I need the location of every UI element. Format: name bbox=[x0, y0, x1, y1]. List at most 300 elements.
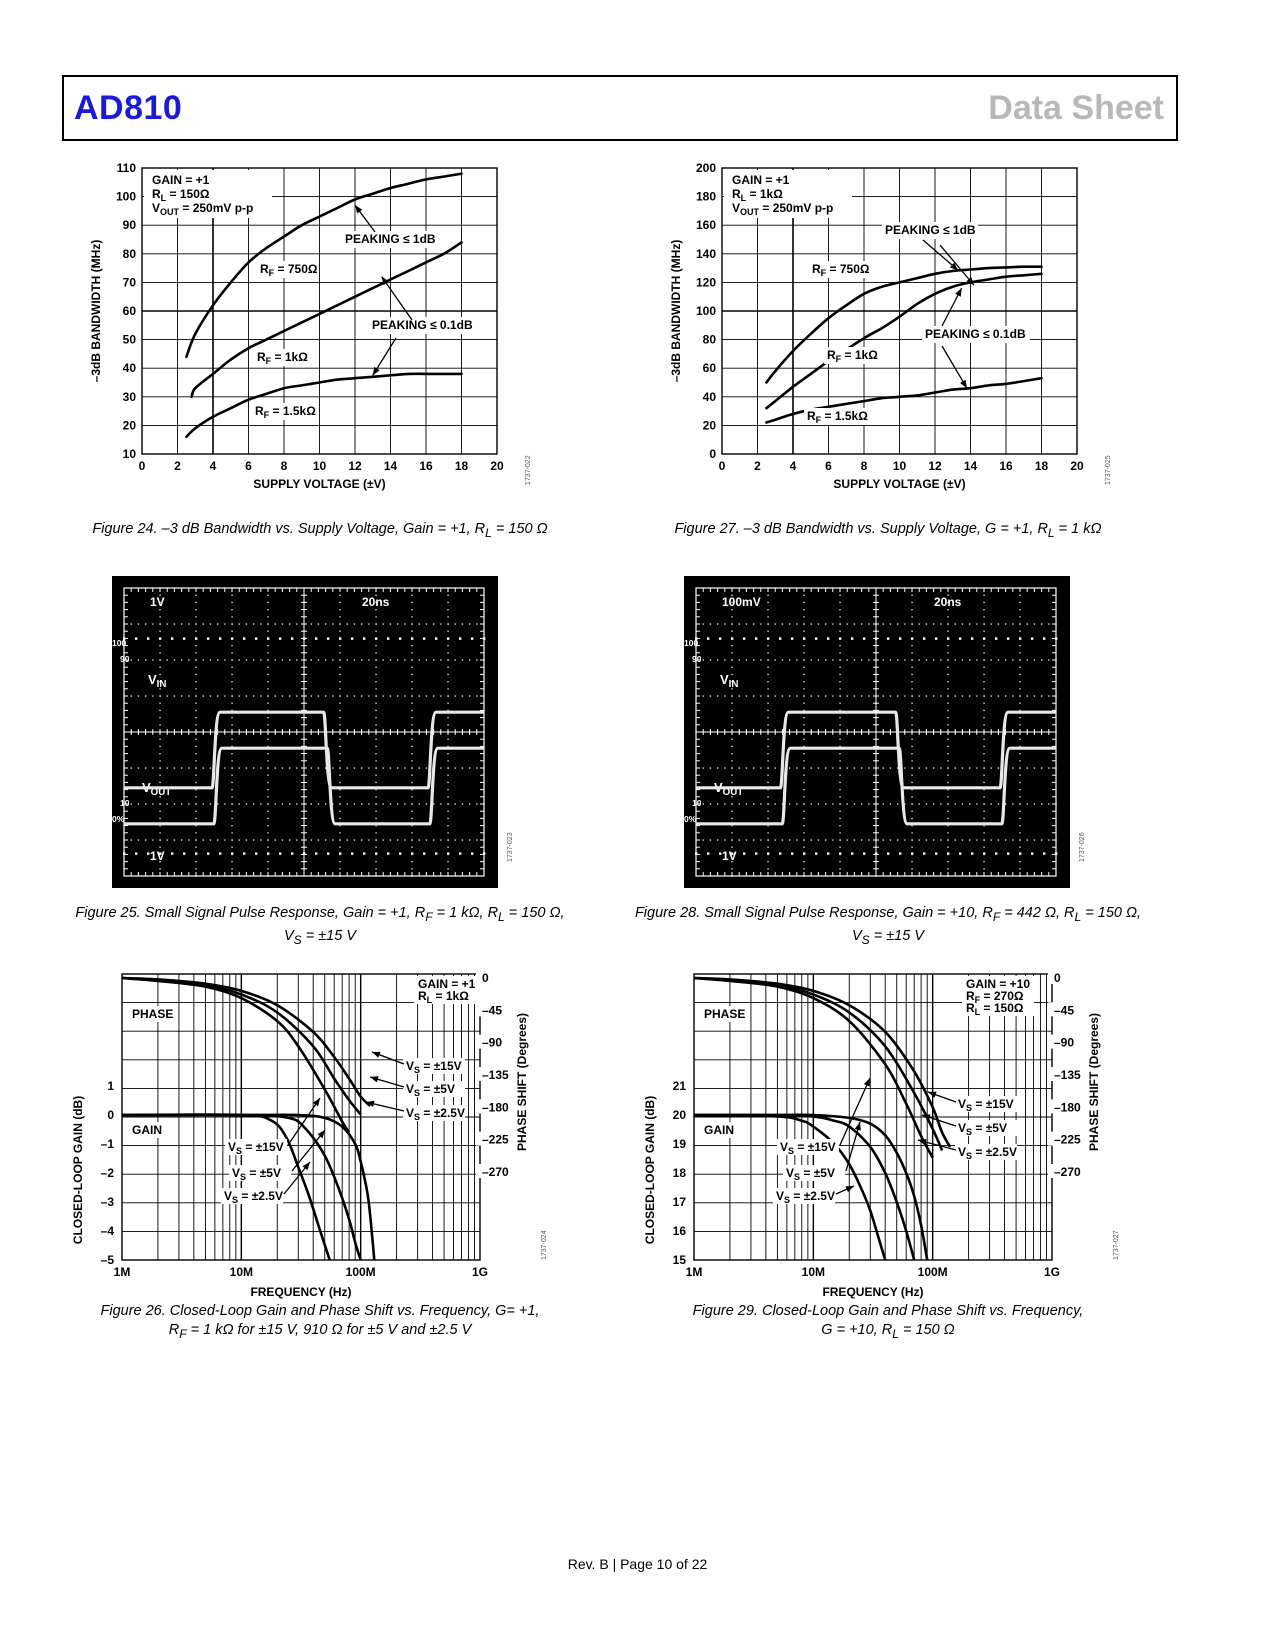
graticule-dot bbox=[1012, 623, 1013, 624]
graticule-dot bbox=[447, 652, 448, 653]
graticule-dot bbox=[375, 775, 376, 776]
graticule-dot bbox=[447, 724, 448, 725]
graticule-dot bbox=[839, 703, 840, 704]
graticule-dot bbox=[746, 695, 747, 696]
graticule-dot bbox=[159, 753, 160, 754]
graticule-dot bbox=[911, 782, 912, 783]
graticule-dot bbox=[383, 623, 384, 624]
graticule-dot bbox=[375, 681, 376, 682]
graticule-dot bbox=[267, 825, 268, 826]
reference-dot bbox=[363, 637, 365, 639]
graticule-dot bbox=[839, 717, 840, 718]
graticule-dot bbox=[339, 703, 340, 704]
reference-dot bbox=[731, 637, 733, 639]
graticule-dot bbox=[411, 667, 412, 668]
graticule-dot bbox=[789, 659, 790, 660]
graticule-dot bbox=[447, 825, 448, 826]
graticule-dot bbox=[839, 739, 840, 740]
x-tick-label: 14 bbox=[963, 459, 978, 473]
graticule-dot bbox=[159, 803, 160, 804]
reference-dot bbox=[755, 637, 757, 639]
phase-vs-label: $V_S = \pm 2.5V$ bbox=[958, 1145, 1017, 1161]
graticule-dot bbox=[847, 767, 848, 768]
graticule-dot bbox=[767, 674, 768, 675]
y-tick-label: 20 bbox=[702, 418, 716, 433]
figure-code: 1737-022 bbox=[525, 455, 532, 485]
graticule-dot bbox=[339, 623, 340, 624]
graticule-dot bbox=[731, 659, 732, 660]
graticule-dot bbox=[231, 789, 232, 790]
graticule-dot bbox=[839, 760, 840, 761]
graticule-dot bbox=[832, 695, 833, 696]
graticule-dot bbox=[897, 839, 898, 840]
graticule-dot bbox=[231, 602, 232, 603]
y-tick-label: 160 bbox=[695, 218, 716, 233]
graticule-dot bbox=[1005, 695, 1006, 696]
graticule-dot bbox=[231, 861, 232, 862]
graticule-dot bbox=[447, 631, 448, 632]
graticule-dot bbox=[195, 839, 196, 840]
figure-25-caption: Figure 25. Small Signal Pulse Response, Gain = +1, $R_F = 1$ kΩ, $R_L = 150$ Ω, $V_S = \pm 15$ V bbox=[75, 905, 565, 947]
graticule-dot bbox=[231, 803, 232, 804]
graticule-dot bbox=[159, 767, 160, 768]
graticule-dot bbox=[267, 739, 268, 740]
marker-90: 90 bbox=[692, 654, 702, 664]
graticule-dot bbox=[159, 717, 160, 718]
graticule-dot bbox=[919, 659, 920, 660]
graticule-dot bbox=[767, 703, 768, 704]
graticule-dot bbox=[397, 767, 398, 768]
graticule-dot bbox=[188, 767, 189, 768]
x-tick-label: 20 bbox=[1070, 459, 1084, 473]
graticule-dot bbox=[231, 652, 232, 653]
graticule-dot bbox=[983, 688, 984, 689]
graticule-dot bbox=[947, 645, 948, 646]
gain-vs-label: $V_S = \pm 5V$ bbox=[232, 1166, 281, 1182]
condition-gain: GAIN = +1 bbox=[418, 977, 476, 991]
graticule-dot bbox=[731, 832, 732, 833]
graticule-dot bbox=[1027, 767, 1028, 768]
graticule-dot bbox=[152, 659, 153, 660]
graticule-dot bbox=[375, 847, 376, 848]
graticule-dot bbox=[397, 839, 398, 840]
series-label-rf15k: $R_F = 1.5k\Omega$ bbox=[255, 404, 316, 420]
graticule-dot bbox=[933, 803, 934, 804]
graticule-dot bbox=[411, 616, 412, 617]
graticule-dot bbox=[983, 645, 984, 646]
reference-dot bbox=[459, 852, 461, 854]
graticule-dot bbox=[181, 767, 182, 768]
reference-dot bbox=[707, 852, 709, 854]
graticule-dot bbox=[159, 659, 160, 660]
graticule-dot bbox=[339, 710, 340, 711]
graticule-dot bbox=[976, 839, 977, 840]
graticule-dot bbox=[947, 767, 948, 768]
graticule-dot bbox=[159, 746, 160, 747]
series-label-rf750: $R_F = 750\Omega$ bbox=[812, 262, 870, 278]
x-tick-label: 0 bbox=[138, 459, 146, 473]
graticule-dot bbox=[159, 652, 160, 653]
graticule-dot bbox=[839, 724, 840, 725]
graticule-dot bbox=[195, 695, 196, 696]
graticule-dot bbox=[1019, 789, 1020, 790]
graticule-dot bbox=[159, 674, 160, 675]
graticule-dot bbox=[181, 803, 182, 804]
graticule-dot bbox=[731, 818, 732, 819]
graticule-dot bbox=[447, 789, 448, 790]
graticule-dot bbox=[847, 839, 848, 840]
graticule-dot bbox=[911, 710, 912, 711]
graticule-dot bbox=[983, 782, 984, 783]
graticule-dot bbox=[361, 659, 362, 660]
reference-dot bbox=[303, 637, 305, 639]
scope-vertical-scale: 100mV bbox=[722, 595, 761, 609]
graticule-dot bbox=[267, 847, 268, 848]
graticule-dot bbox=[1041, 695, 1042, 696]
graticule-dot bbox=[883, 803, 884, 804]
graticule-dot bbox=[339, 760, 340, 761]
graticule-dot bbox=[390, 839, 391, 840]
graticule-dot bbox=[803, 659, 804, 660]
graticule-dot bbox=[267, 659, 268, 660]
graticule-dot bbox=[947, 659, 948, 660]
phase-tick-label: –180 bbox=[1054, 1100, 1081, 1115]
graticule-dot bbox=[231, 631, 232, 632]
graticule-dot bbox=[419, 767, 420, 768]
graticule-dot bbox=[710, 623, 711, 624]
graticule-dot bbox=[275, 767, 276, 768]
gain-tick-label: 17 bbox=[672, 1195, 686, 1209]
graticule-dot bbox=[195, 861, 196, 862]
graticule-dot bbox=[131, 839, 132, 840]
graticule-dot bbox=[347, 803, 348, 804]
graticule-dot bbox=[159, 616, 160, 617]
figure-code: 1737-023 bbox=[507, 832, 514, 862]
graticule-dot bbox=[767, 631, 768, 632]
reference-dot bbox=[483, 852, 485, 854]
graticule-dot bbox=[947, 811, 948, 812]
graticule-dot bbox=[339, 595, 340, 596]
graticule-dot bbox=[1019, 861, 1020, 862]
graticule-dot bbox=[159, 695, 160, 696]
graticule-dot bbox=[138, 803, 139, 804]
graticule-dot bbox=[195, 803, 196, 804]
graticule-dot bbox=[818, 803, 819, 804]
graticule-dot bbox=[311, 659, 312, 660]
graticule-dot bbox=[811, 695, 812, 696]
reference-dot bbox=[947, 637, 949, 639]
phase-tick-label: –45 bbox=[1054, 1003, 1075, 1018]
graticule-dot bbox=[983, 710, 984, 711]
graticule-dot bbox=[411, 623, 412, 624]
graticule-dot bbox=[159, 847, 160, 848]
graticule-dot bbox=[224, 803, 225, 804]
graticule-dot bbox=[710, 767, 711, 768]
graticule-dot bbox=[231, 667, 232, 668]
x-tick-label: 2 bbox=[754, 459, 761, 473]
graticule-dot bbox=[839, 767, 840, 768]
graticule-dot bbox=[339, 645, 340, 646]
graticule-dot bbox=[447, 623, 448, 624]
graticule-dot bbox=[724, 767, 725, 768]
graticule-dot bbox=[803, 609, 804, 610]
graticule-dot bbox=[455, 623, 456, 624]
graticule-dot bbox=[983, 724, 984, 725]
graticule-dot bbox=[145, 839, 146, 840]
graticule-dot bbox=[419, 623, 420, 624]
graticule-dot bbox=[731, 839, 732, 840]
graticule-dot bbox=[731, 760, 732, 761]
graticule-dot bbox=[231, 760, 232, 761]
graticule-dot bbox=[789, 767, 790, 768]
graticule-dot bbox=[447, 803, 448, 804]
graticule-dot bbox=[447, 796, 448, 797]
graticule-dot bbox=[803, 739, 804, 740]
graticule-dot bbox=[767, 739, 768, 740]
graticule-dot bbox=[210, 767, 211, 768]
graticule-dot bbox=[911, 868, 912, 869]
graticule-dot bbox=[940, 803, 941, 804]
graticule-dot bbox=[195, 775, 196, 776]
graticule-dot bbox=[703, 659, 704, 660]
graticule-dot bbox=[231, 724, 232, 725]
graticule-dot bbox=[767, 623, 768, 624]
graticule-dot bbox=[447, 681, 448, 682]
graticule-dot bbox=[1048, 695, 1049, 696]
graticule-dot bbox=[375, 861, 376, 862]
graticule-dot bbox=[983, 861, 984, 862]
graticule-dot bbox=[1019, 796, 1020, 797]
reference-dot bbox=[911, 852, 913, 854]
graticule-dot bbox=[911, 811, 912, 812]
graticule-dot bbox=[375, 753, 376, 754]
x-tick-label: 16 bbox=[419, 459, 433, 473]
graticule-dot bbox=[767, 724, 768, 725]
graticule-dot bbox=[239, 659, 240, 660]
graticule-dot bbox=[368, 803, 369, 804]
graticule-dot bbox=[818, 659, 819, 660]
scope-channel2-scale: 1V bbox=[722, 849, 737, 863]
graticule-dot bbox=[296, 695, 297, 696]
graticule-dot bbox=[1019, 645, 1020, 646]
graticule-dot bbox=[803, 861, 804, 862]
graticule-dot bbox=[983, 746, 984, 747]
x-tick-label: 1G bbox=[471, 1265, 489, 1279]
graticule-dot bbox=[1048, 659, 1049, 660]
graticule-dot bbox=[847, 623, 848, 624]
graticule-dot bbox=[803, 868, 804, 869]
reference-dot bbox=[207, 852, 209, 854]
graticule-dot bbox=[231, 775, 232, 776]
figure-27-caption: Figure 27. –3 dB Bandwidth vs. Supply Voltage, G = +1, $R_L = 1$ kΩ bbox=[674, 521, 1102, 540]
graticule-dot bbox=[411, 803, 412, 804]
reference-dot bbox=[279, 637, 281, 639]
figure-24-caption: Figure 24. –3 dB Bandwidth vs. Supply Voltage, Gain = +1, $R_L = 150$ Ω bbox=[92, 521, 548, 540]
graticule-dot bbox=[419, 839, 420, 840]
graticule-dot bbox=[361, 767, 362, 768]
graticule-dot bbox=[311, 623, 312, 624]
graticule-dot bbox=[731, 717, 732, 718]
graticule-dot bbox=[375, 746, 376, 747]
graticule-dot bbox=[267, 703, 268, 704]
graticule-dot bbox=[767, 681, 768, 682]
graticule-dot bbox=[1005, 659, 1006, 660]
graticule-dot bbox=[152, 767, 153, 768]
reference-dot bbox=[375, 637, 377, 639]
graticule-dot bbox=[969, 803, 970, 804]
graticule-dot bbox=[839, 609, 840, 610]
reference-dot bbox=[803, 852, 805, 854]
graticule-dot bbox=[231, 811, 232, 812]
graticule-dot bbox=[411, 839, 412, 840]
graticule-dot bbox=[947, 674, 948, 675]
y-tick-label: 40 bbox=[702, 389, 716, 404]
graticule-dot bbox=[296, 623, 297, 624]
graticule-dot bbox=[440, 695, 441, 696]
graticule-dot bbox=[253, 695, 254, 696]
graticule-dot bbox=[267, 832, 268, 833]
graticule-dot bbox=[138, 695, 139, 696]
graticule-dot bbox=[339, 767, 340, 768]
condition-gain: GAIN = +1 bbox=[732, 173, 790, 187]
graticule-dot bbox=[397, 659, 398, 660]
graticule-dot bbox=[411, 832, 412, 833]
reference-dot bbox=[1055, 852, 1057, 854]
graticule-dot bbox=[447, 645, 448, 646]
graticule-dot bbox=[375, 659, 376, 660]
graticule-dot bbox=[361, 803, 362, 804]
graticule-dot bbox=[246, 623, 247, 624]
graticule-dot bbox=[131, 623, 132, 624]
y-tick-label: 200 bbox=[695, 161, 716, 175]
graticule-dot bbox=[339, 847, 340, 848]
graticule-dot bbox=[217, 623, 218, 624]
graticule-dot bbox=[767, 645, 768, 646]
graticule-dot bbox=[1012, 659, 1013, 660]
y-tick-label: 40 bbox=[122, 361, 136, 376]
graticule-dot bbox=[447, 832, 448, 833]
reference-dot bbox=[815, 637, 817, 639]
graticule-dot bbox=[1019, 695, 1020, 696]
gain-vs-label: $V_S = \pm 15V$ bbox=[780, 1140, 836, 1156]
gain-tick-label: 1 bbox=[107, 1079, 114, 1093]
graticule-dot bbox=[739, 839, 740, 840]
graticule-dot bbox=[195, 652, 196, 653]
graticule-dot bbox=[782, 659, 783, 660]
phase-axis-title: PHASE SHIFT (Degrees) bbox=[515, 1012, 529, 1152]
graticule-dot bbox=[717, 803, 718, 804]
document-type: Data Sheet bbox=[988, 89, 1164, 127]
graticule-dot bbox=[195, 595, 196, 596]
graticule-dot bbox=[375, 818, 376, 819]
x-axis-title: SUPPLY VOLTAGE (±V) bbox=[253, 477, 386, 491]
graticule-dot bbox=[447, 609, 448, 610]
reference-dot bbox=[231, 637, 233, 639]
graticule-dot bbox=[1019, 667, 1020, 668]
reference-dot bbox=[351, 637, 353, 639]
graticule-dot bbox=[1019, 623, 1020, 624]
graticule-dot bbox=[955, 767, 956, 768]
graticule-dot bbox=[976, 659, 977, 660]
graticule-dot bbox=[983, 839, 984, 840]
graticule-dot bbox=[476, 623, 477, 624]
marker-10: 10 bbox=[120, 798, 130, 808]
gain-tick-label: 15 bbox=[672, 1253, 686, 1267]
peaking-01db-label: PEAKING ≤ 0.1dB bbox=[372, 318, 473, 332]
graticule-dot bbox=[375, 767, 376, 768]
graticule-dot bbox=[375, 609, 376, 610]
graticule-dot bbox=[861, 695, 862, 696]
graticule-dot bbox=[339, 861, 340, 862]
graticule-dot bbox=[839, 695, 840, 696]
graticule-dot bbox=[803, 782, 804, 783]
graticule-dot bbox=[433, 659, 434, 660]
graticule-dot bbox=[174, 659, 175, 660]
graticule-dot bbox=[426, 803, 427, 804]
graticule-dot bbox=[897, 803, 898, 804]
graticule-dot bbox=[404, 839, 405, 840]
graticule-dot bbox=[767, 868, 768, 869]
graticule-dot bbox=[839, 818, 840, 819]
graticule-dot bbox=[796, 659, 797, 660]
reference-dot bbox=[351, 852, 353, 854]
graticule-dot bbox=[426, 659, 427, 660]
graticule-dot bbox=[962, 803, 963, 804]
y-axis-title: –3dB BANDWIDTH (MHz) bbox=[89, 239, 103, 383]
graticule-dot bbox=[469, 659, 470, 660]
graticule-dot bbox=[839, 832, 840, 833]
graticule-dot bbox=[731, 645, 732, 646]
graticule-dot bbox=[159, 710, 160, 711]
graticule-dot bbox=[1019, 674, 1020, 675]
reference-dot bbox=[315, 852, 317, 854]
reference-dot bbox=[459, 637, 461, 639]
graticule-dot bbox=[447, 667, 448, 668]
scope-time-scale: 20ns bbox=[934, 595, 962, 609]
graticule-dot bbox=[231, 703, 232, 704]
graticule-dot bbox=[267, 717, 268, 718]
graticule-dot bbox=[411, 717, 412, 718]
graticule-dot bbox=[1019, 818, 1020, 819]
graticule-dot bbox=[724, 839, 725, 840]
graticule-dot bbox=[1019, 753, 1020, 754]
graticule-dot bbox=[289, 659, 290, 660]
graticule-dot bbox=[332, 659, 333, 660]
graticule-dot bbox=[411, 746, 412, 747]
graticule-dot bbox=[311, 803, 312, 804]
graticule-dot bbox=[231, 616, 232, 617]
graticule-dot bbox=[839, 789, 840, 790]
graticule-dot bbox=[203, 623, 204, 624]
graticule-dot bbox=[796, 695, 797, 696]
graticule-dot bbox=[411, 703, 412, 704]
graticule-dot bbox=[926, 803, 927, 804]
graticule-dot bbox=[1019, 803, 1020, 804]
graticule-dot bbox=[962, 767, 963, 768]
graticule-dot bbox=[375, 868, 376, 869]
graticule-dot bbox=[933, 839, 934, 840]
graticule-dot bbox=[195, 724, 196, 725]
graticule-dot bbox=[131, 803, 132, 804]
graticule-dot bbox=[246, 659, 247, 660]
graticule-dot bbox=[796, 803, 797, 804]
graticule-dot bbox=[947, 803, 948, 804]
graticule-dot bbox=[267, 645, 268, 646]
graticule-dot bbox=[267, 811, 268, 812]
graticule-dot bbox=[897, 623, 898, 624]
graticule-dot bbox=[998, 695, 999, 696]
graticule-dot bbox=[1012, 803, 1013, 804]
